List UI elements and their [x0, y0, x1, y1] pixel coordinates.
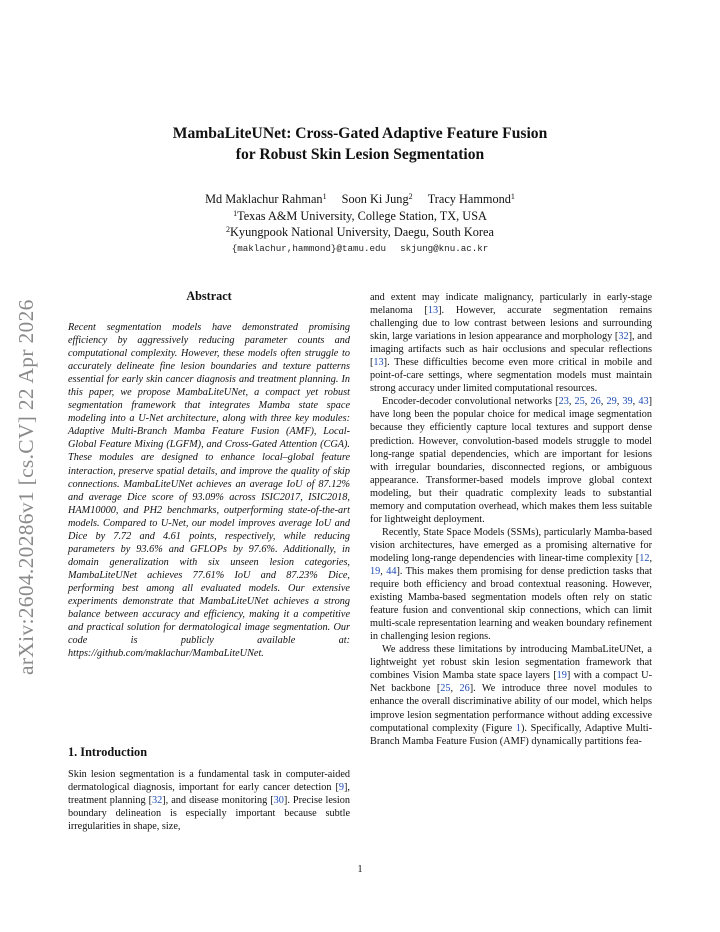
author-list [60, 191, 660, 208]
citation-link[interactable]: 32 [618, 331, 629, 343]
citation-link[interactable]: 19 [556, 670, 567, 682]
citation-link[interactable]: 12 [639, 552, 650, 564]
citation-link[interactable]: 19 [370, 565, 381, 577]
citation-link[interactable]: 23 [558, 396, 569, 408]
abstract-text: Recent segmentation models have demonstrated promising efficiency by aggressively reducing parameter counts and computational complexity. However, these models often struggle to accurately delineate fine lesion boundaries and texture patterns essential for early skin cancer diagnosis and treatment planning. In this paper, we propose MambaLiteUNet, a compact yet robust segmentation framework that integrates Mamba state space modeling into a U-Net architecture, along with three key modules: Adaptive Multi-Branch Mamba Feature Fusion (AMF), Local-Global Feature Mixing (LGFM), and Cross-Gated Attention (CGA). These modules are designed to enhance local–global feature interaction, preserve spatial details, and improve the quality of skip connections. MambaLiteUNet achieves an average IoU of 87.12% and average Dice score of 93.09% across ISIC2017, ISIC2018, HAM10000, and PH2 benchmarks, outperforming state-of-the-art models. Compared to U-Net, our model improves average IoU and Dice by 7.72 and 4.61 points, respectively, while reducing parameters by 93.6% and GFLOPs by 97.6%. Additionally, in domain generalization with six unseen lesion categories, MambaLiteUNet achieves 77.61% IoU and 87.23% Dice, performing best among all evaluated models. Our extensive experiments demonstrate that MambaLiteUNet achieves a strong balance between accuracy and efficiency, making it a competitive and practical solution for dermatological image segmentation. Our code is publicly available at: https://github.com/maklachur/MambaLiteUNet. [68, 322, 350, 660]
paragraph: We address these limitations by introducing MambaLiteUNet, a lightweight yet robust skin lesion segmentation framework that combines Vision Mamba state space layers [19] with a compact U-Net backbone [25, 26]. We introduce three novel modules to enhance the overall discriminative ability of our model, which helps improve lesion segmentation performance without adding excessive computational complexity (Figure 1). Specifically, Adaptive Multi-Branch Mamba Feature Fusion (AMF) dynamically partitions fea- [370, 644, 652, 747]
affiliation: $^2$Kyungpook National University, Daegu, South Korea [226, 225, 494, 239]
arxiv-stamp: arXiv:2604.20286v1 [cs.CV] 22 Apr 2026 [14, 299, 38, 675]
citation-link[interactable]: 29 [606, 396, 617, 408]
citation-link[interactable]: 43 [638, 396, 649, 408]
paragraph: and extent may indicate malignancy, particularly in early-stage melanoma [13]. However, accurate segmentation remains challenging due to low contrast between lesions and surrounding skin, large variations in lesion appearance and morphology [32], and imaging artifacts such as hair occlusions and specular reflections [13]. These difficulties become even more critical in mobile and point-of-care settings, where segmentation models must maintain strong accuracy under limited computational resources. [370, 292, 653, 395]
citation-link[interactable]: 32 [152, 795, 163, 807]
email-list [60, 241, 660, 258]
abstract-heading: Abstract [186, 289, 232, 303]
email: {maklachur,hammond}@tamu.edu [231, 242, 387, 254]
author: Tracy Hammond$^1$ [427, 192, 515, 206]
right-column [370, 291, 652, 748]
citation-link[interactable]: 1 [515, 722, 522, 734]
citation-link[interactable]: 39 [622, 396, 633, 408]
citation-link[interactable]: 13 [373, 357, 384, 369]
introduction-paragraph: Skin lesion segmentation is a fundamental task in computer-aided dermatological diagnosis, important for early cancer detection [9], treatment planning [32], and disease monitoring [30]. Precise lesion boundary delineation is especially important because subtle irregularities in shape, size, [68, 769, 350, 833]
author: Soon Ki Jung$^2$ [341, 192, 413, 206]
citation-link[interactable]: 9 [338, 782, 345, 794]
citation-link[interactable]: 25 [574, 396, 585, 408]
citation-link[interactable]: 13 [427, 305, 439, 317]
author: Md Maklachur Rahman$^1$ [205, 192, 327, 206]
author-block [60, 191, 660, 257]
paragraph: Encoder-decoder convolutional networks [23, 25, 26, 29, 39, 43] have long been the popular choice for medical image segmentation because they efficiently capture local textures and support dense prediction. However, convolution-based models struggle to model long-range spatial dependencies, which are important for lesions with irregular boundaries, disconnected regions, or ambiguous appearance. Transformer-based models improve global context modeling, but their quadratic complexity leads to substantial memory and computation overhead, which makes them less suitable for lightweight deployment. [370, 396, 653, 525]
paper-title [60, 123, 660, 165]
citation-link[interactable]: 44 [386, 565, 397, 577]
citation-link[interactable]: 26 [459, 683, 470, 695]
citation-link[interactable]: 30 [273, 795, 284, 807]
paragraph: Recently, State Space Models (SSMs), particularly Mamba-based vision architectures, have emerged as a promising alternative for modeling long-range dependencies with linear-time complexity [12, 19, 44]. This makes them promising for dense prediction tasks that require both efficiency and broad contextual reasoning. However, existing Mamba-based segmentation models often rely on static feature fusion and conventional skip connections, which can limit multi-scale representation learning and weaken boundary refinement in challenging lesion regions. [370, 526, 653, 643]
title-line-2: for Robust Skin Lesion Segmentation [235, 146, 485, 163]
affiliation: $^1$Texas A&M University, College Station, TX, USA [233, 208, 487, 223]
page-number: 1 [357, 864, 363, 875]
citation-link[interactable]: 25 [440, 683, 451, 695]
email: skjung@knu.ac.kr [400, 242, 489, 254]
citation-link[interactable]: 26 [590, 396, 601, 408]
title-line-1: MambaLiteUNet: Cross-Gated Adaptive Feature Fusion [172, 125, 548, 142]
section-heading-introduction: 1. Introduction [68, 745, 148, 759]
